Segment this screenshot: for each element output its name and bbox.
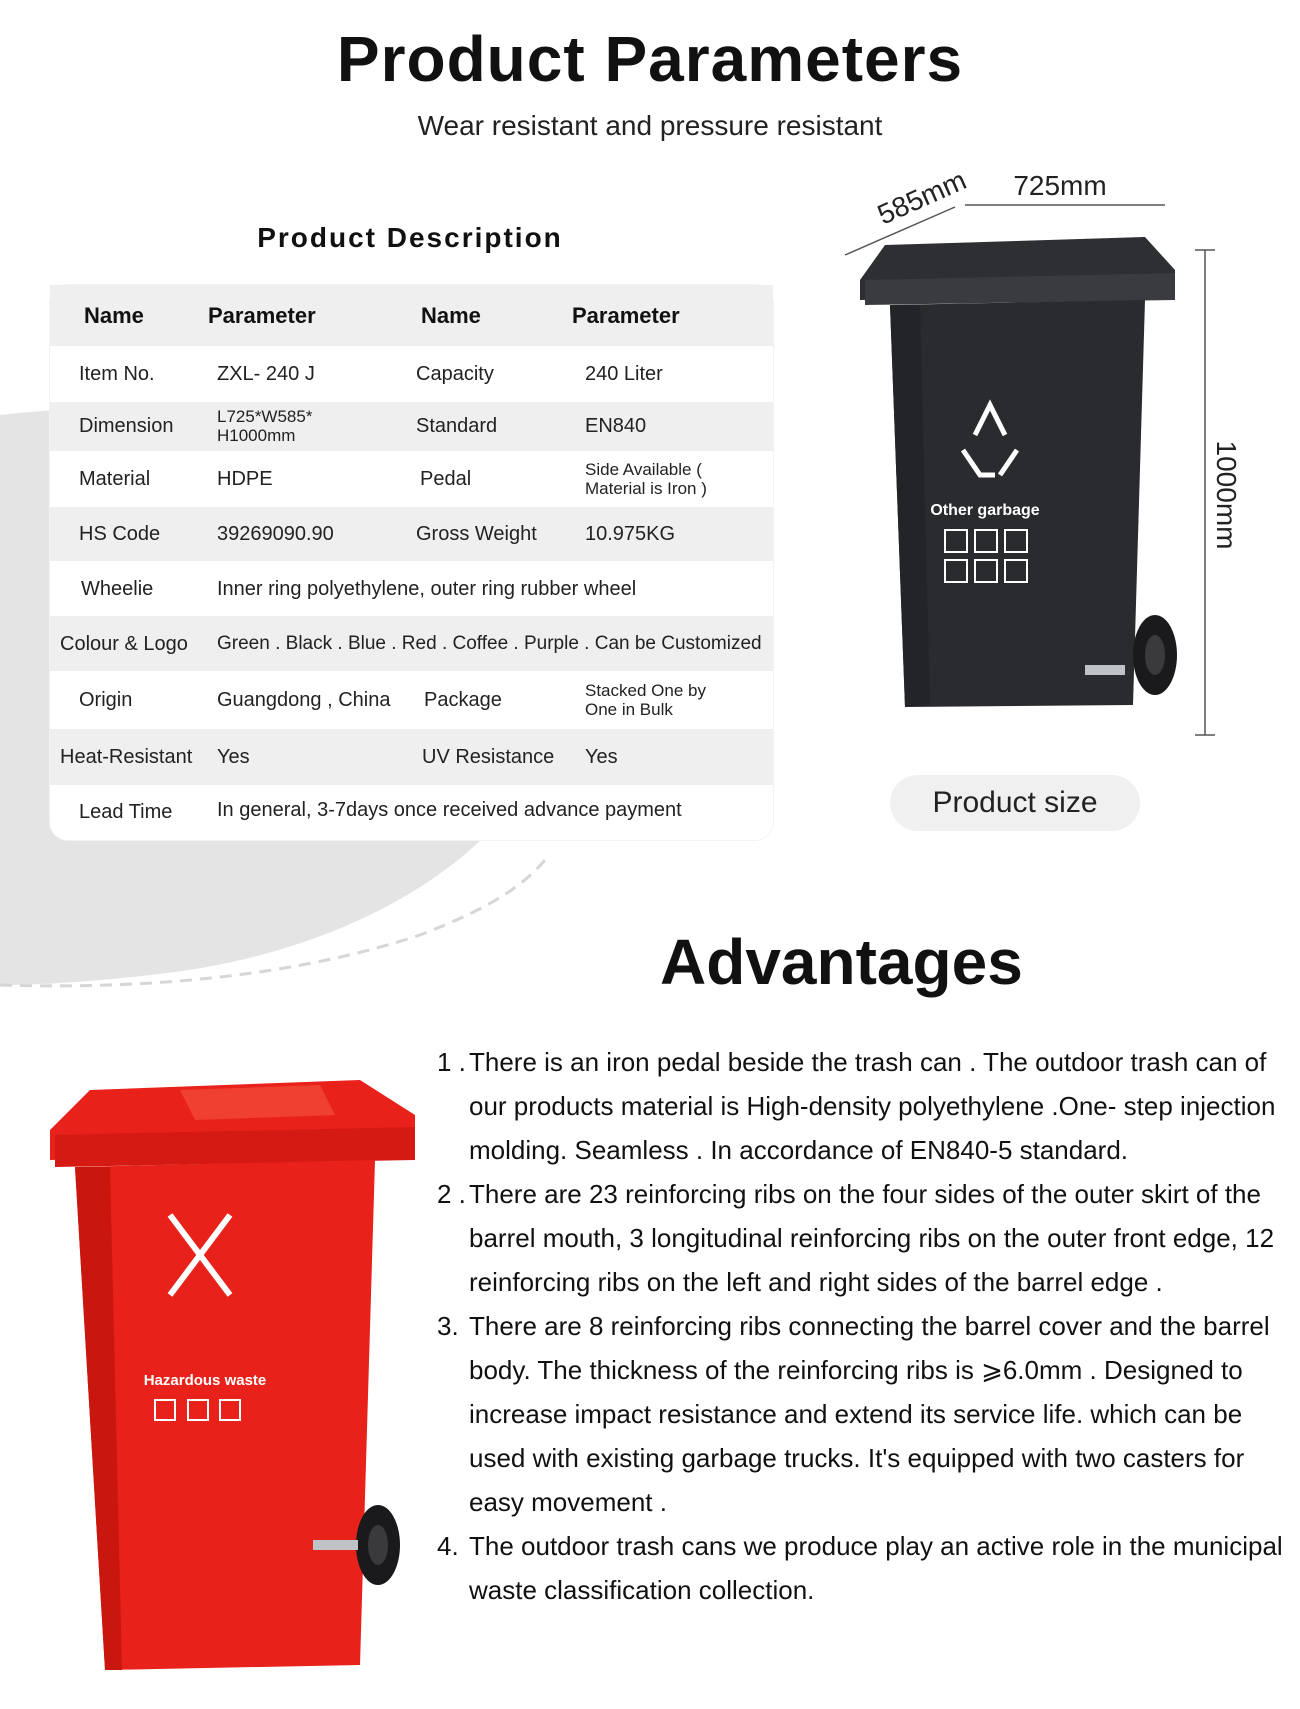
table-cell: Yes (585, 746, 618, 768)
table-cell: UV Resistance (422, 746, 555, 768)
table-row (50, 561, 773, 616)
table-cell: Lead Time (79, 801, 173, 823)
list-text: The outdoor trash cans we produce play an active role in the municipal waste classification collection. (469, 1531, 1283, 1605)
page-subtitle: Wear resistant and pressure resistant (417, 110, 883, 141)
column-header: Parameter (572, 303, 680, 328)
table-cell: Dimension (79, 415, 174, 437)
list-number: 1 . (437, 1047, 466, 1077)
column-header: Name (84, 303, 144, 328)
table-cell: Stacked One by One in Bulk (585, 681, 706, 719)
column-header: Name (421, 303, 481, 328)
column-header: Parameter (208, 303, 316, 328)
table-cell: Inner ring polyethylene, outer ring rubber wheel (217, 578, 637, 600)
list-number: 3. (437, 1311, 459, 1341)
table-cell: Item No. (79, 363, 155, 385)
table-cell: Standard (416, 415, 498, 437)
table-cell: Yes (217, 746, 250, 768)
table-cell: 10.975KG (585, 523, 676, 545)
product-image-black-bin (845, 164, 1242, 755)
list-item (437, 1524, 1287, 1612)
table-cell: HS Code (79, 523, 161, 545)
table-cell: Material (79, 468, 151, 490)
table-cell: Package (424, 689, 502, 711)
table-cell: Pedal (420, 468, 472, 490)
section-title-description: Product Description (257, 222, 563, 253)
list-number: 4. (437, 1531, 459, 1561)
list-number: 2 . (437, 1179, 466, 1209)
dimension-height: 1000mm (1211, 440, 1242, 550)
table-cell: L725*W585* H1000mm (217, 407, 313, 445)
spec-table (50, 285, 773, 840)
dimension-depth: 585mm (872, 164, 971, 231)
table-row (50, 507, 773, 561)
table-cell: ZXL- 240 J (217, 363, 315, 385)
table-cell: Origin (79, 689, 133, 711)
table-cell: Gross Weight (416, 523, 537, 545)
table-cell: In general, 3-7days once received advance payment (217, 799, 682, 821)
table-cell: Capacity (416, 363, 494, 385)
table-cell: 39269090.90 (217, 523, 334, 545)
table-cell: HDPE (217, 468, 273, 490)
dimension-width: 725mm (1013, 170, 1107, 201)
section-title-advantages: Advantages (660, 926, 1023, 998)
table-cell: Colour & Logo (60, 633, 188, 655)
product-size-label: Product size (890, 775, 1140, 831)
table-row (50, 729, 773, 785)
table-row (50, 346, 773, 402)
page-title: Product Parameters (336, 23, 964, 95)
table-row (50, 671, 773, 729)
table-cell: Side Available ( Material is Iron ) (585, 460, 707, 498)
bin-label-hazardous: Hazardous waste (143, 1372, 267, 1389)
bin-label-other: Other garbage (930, 502, 1040, 519)
table-row (50, 402, 773, 451)
table-cell: Heat-Resistant (60, 746, 193, 768)
list-text: There are 8 reinforcing ribs connecting the barrel cover and the barrel body. The thickness of the reinforcing ribs is ⩾6.0mm . Designed to increase impact resistance and extend its service life. which can be used with existing garbage trucks. It's equipped with two casters for easy movement . (469, 1311, 1270, 1517)
advantages-list (437, 1040, 1287, 1612)
product-image-red-bin (30, 1075, 430, 1695)
list-text: There are 23 reinforcing ribs on the four sides of the outer skirt of the barrel mouth, 3 longitudinal reinforcing ribs on the outer front edge, 12 reinforcing ribs on the left and right sides of the barrel edge . (469, 1179, 1275, 1297)
table-cell: Green . Black . Blue . Red . Coffee . Purple . Can be Customized (217, 633, 762, 654)
list-text: There is an iron pedal beside the trash can . The outdoor trash can of our products material is High-density polyethylene .One- step injection molding. Seamless . In accordance of EN840-5 standard. (469, 1047, 1276, 1165)
table-row (50, 616, 773, 671)
list-item (437, 1172, 1287, 1304)
list-item (437, 1040, 1287, 1172)
table-cell: EN840 (585, 415, 647, 437)
table-header (50, 285, 773, 346)
list-item (437, 1304, 1287, 1524)
table-row (50, 785, 773, 840)
table-cell: Guangdong , China (217, 689, 391, 711)
table-cell: Wheelie (81, 578, 154, 600)
table-row (50, 451, 773, 507)
table-cell: 240 Liter (585, 363, 663, 385)
